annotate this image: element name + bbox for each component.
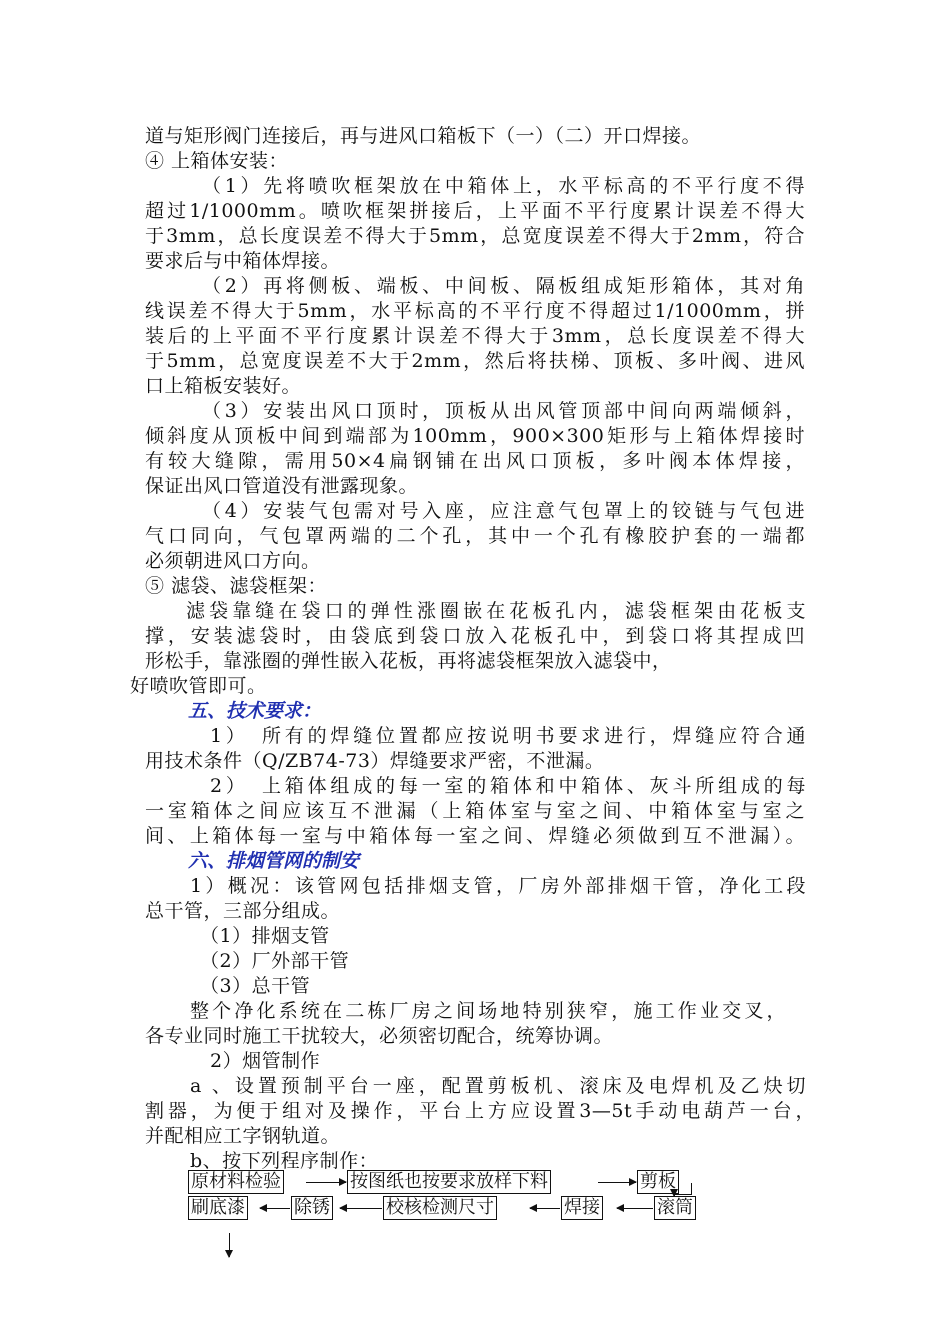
text-line: a 、设置预制平台一座，配置剪板机、滚床及电焊机及乙炔切 [190,1075,806,1097]
text-line: 总干管，三部分组成。 [145,900,341,922]
flow-arrow [306,1182,346,1183]
flow-arrow [340,1208,382,1209]
text-line: 形松手，靠涨圈的弹性嵌入花板，再将滤袋框架放入滤袋中， [145,650,672,672]
flow-arrow [598,1182,636,1183]
flow-arrow-down [229,1233,230,1257]
text-line: 于3mm，总长度误差不得大于5mm，总宽度误差不得大于2mm，符合 [145,225,805,247]
text-line: 滤袋靠缝在袋口的弹性涨圈嵌在花板孔内，滤袋框架由花板支 [186,600,806,622]
text-line: 有较大缝隙，需用50×4扁钢铺在出风口顶板，多叶阀本体焊接， [145,450,805,472]
text-line: 1） 所有的焊缝位置都应按说明书要求进行，焊缝应符合通 [210,725,806,747]
text-line: 道与矩形阀门连接后，再与进风口箱板下（一）（二）开口焊接。 [145,125,702,147]
text-line: 间、上箱体每一室与中箱体每一室之间、焊缝必须做到互不泄漏）。 [145,825,805,847]
flow-step-rolling: 滚筒 [654,1196,696,1220]
flow-connector [691,1183,692,1195]
text-line: 一室箱体之间应该互不泄漏（上箱体室与室之间、中箱体室与室之 [145,800,805,822]
text-line: 口上箱板安装好。 [145,375,302,397]
text-line: 保证出风口管道没有泄露现象。 [145,475,419,497]
flow-step-rust-removal: 除锈 [291,1196,333,1220]
text-line: 2） 上箱体组成的每一室的箱体和中箱体、灰斗所组成的每 [210,775,806,797]
text-line: （4）安装气包需对号入座，应注意气包罩上的铰链与气包进 [202,500,805,522]
flow-step-material-check: 原材料检验 [188,1170,284,1194]
text-line: 2）烟管制作 [210,1050,321,1072]
text-line: 各专业同时施工干扰较大，必须密切配合，统筹协调。 [145,1025,614,1047]
text-line: 线误差不得大于5mm，水平标高的不平行度不得超过1/1000mm，拼 [145,300,805,322]
text-line: 必须朝进风口方向。 [145,550,321,572]
subheading-upper-box: ④ 上箱体安装： [145,150,289,172]
section-5-heading: 五、技术要求： [188,700,322,722]
text-line: 好喷吹管即可。 [130,675,267,697]
flow-step-dimension-check: 校核检测尺寸 [383,1196,497,1220]
flow-step-shearing: 剪板 [637,1170,679,1194]
flow-step-welding: 焊接 [561,1196,603,1220]
text-line: b、按下列程序制作： [190,1150,379,1172]
flow-step-primer: 刷底漆 [188,1196,248,1220]
text-line: 整个净化系统在二栋厂房之间场地特别狭窄，施工作业交叉， [190,1000,786,1022]
text-line: 割器，为便于组对及操作，平台上方应设置3—5t手动电葫芦一台， [145,1100,815,1122]
text-line: （1）先将喷吹框架放在中箱体上，水平标高的不平行度不得 [202,175,805,197]
text-line: 用技术条件（Q/ZB74-73）焊缝要求严密，不泄漏。 [145,750,605,772]
text-line: 装后的上平面不平行度累计误差不得大于3mm，总长度误差不得大 [145,325,805,347]
list-item: （2）厂外部干管 [200,950,350,972]
flow-arrow [617,1208,653,1209]
flow-arrow [530,1208,560,1209]
flow-step-layout-cutting: 按图纸也按要求放样下料 [347,1170,551,1194]
text-line: 超过1/1000mm。喷吹框架拼接后，上平面不平行度累计误差不得大 [145,200,805,222]
section-6-heading: 六、排烟管网的制安 [188,850,360,872]
text-line: （2）再将侧板、端板、中间板、隔板组成矩形箱体，其对角 [202,275,805,297]
text-line: 气口同向，气包罩两端的二个孔，其中一个孔有橡胶护套的一端都 [145,525,805,547]
text-line: 倾斜度从顶板中间到端部为100mm，900×300矩形与上箱体焊接时 [145,425,805,447]
text-line: （3）安装出风口顶时，顶板从出风管顶部中间向两端倾斜， [202,400,805,422]
text-line: 并配相应工字钢轨道。 [145,1125,341,1147]
list-item: （1）排烟支管 [200,925,330,947]
text-line: 撑，安装滤袋时，由袋底到袋口放入花板孔中，到袋口将其捏成凹 [145,625,805,647]
subheading-filter-bags: ⑤ 滤袋、滤袋框架： [145,575,328,597]
text-line: 于5mm，总宽度误差不大于2mm，然后将扶梯、顶板、多叶阀、进风 [145,350,805,372]
list-item: （3）总干管 [200,975,311,997]
flow-arrow [260,1208,290,1209]
text-line: 要求后与中箱体焊接。 [145,250,341,272]
text-line: 1）概况：该管网包括排烟支管，厂房外部排烟干管，净化工段 [190,875,806,897]
